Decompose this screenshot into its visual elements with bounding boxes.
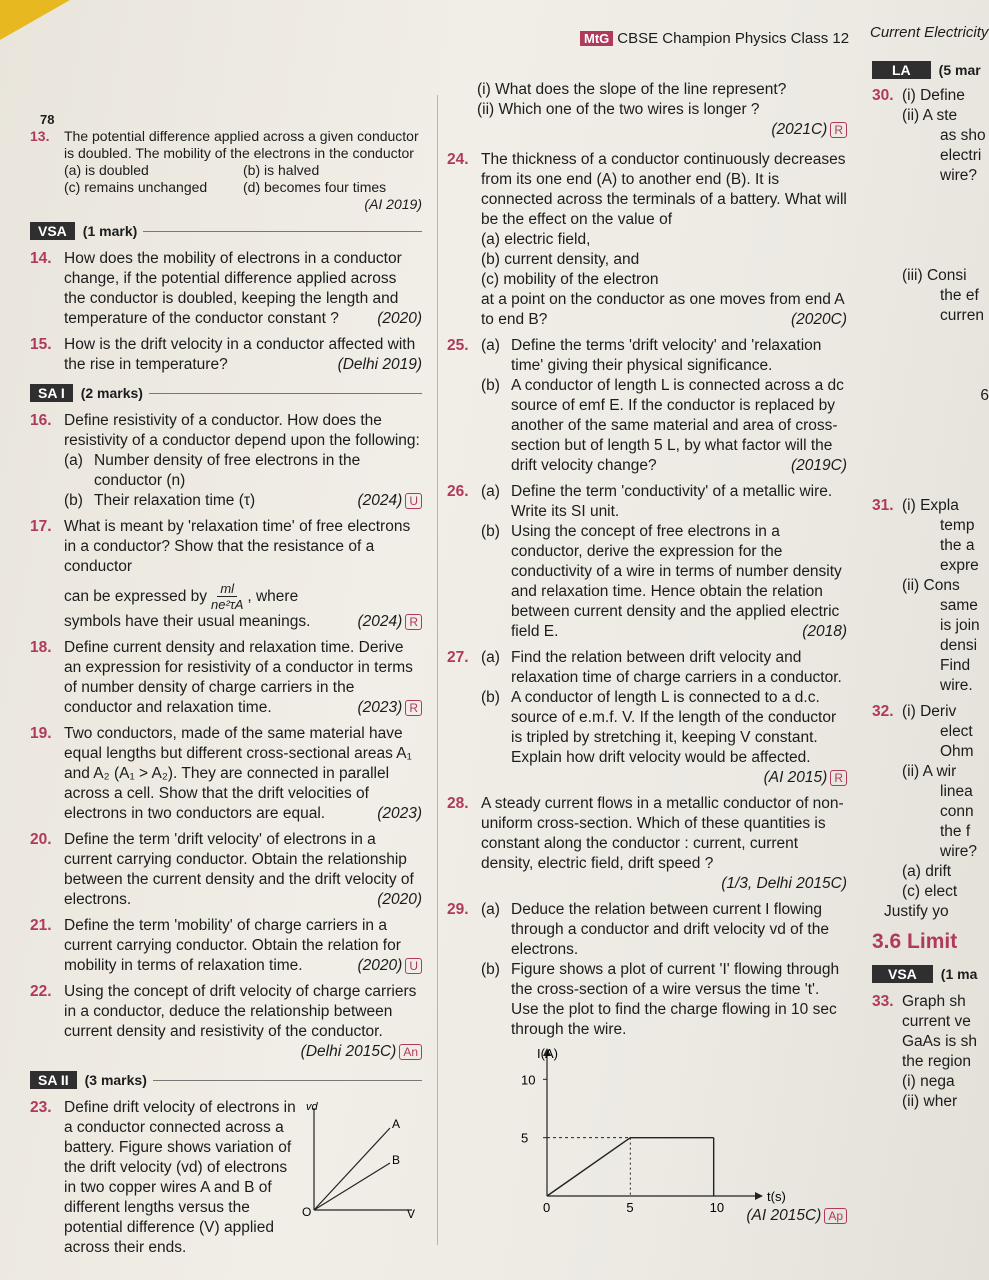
q32-line-2: elect bbox=[940, 723, 973, 740]
chart-y-tick: 10 bbox=[521, 1072, 536, 1088]
q31-line-2: temp bbox=[940, 517, 975, 534]
q21-year: (2020) bbox=[357, 957, 403, 974]
q28-text: A steady current flows in a metallic conductor of non-uniform cross-section. Which of these quantities is constant along the conductor : current, current density, electric field, drift speed ? bbox=[481, 795, 844, 872]
chapter-title: Current Electricity bbox=[870, 24, 989, 41]
q30-number: 30. bbox=[872, 87, 894, 104]
la-marks: (5 mar bbox=[938, 62, 981, 78]
q18-year: (2023) bbox=[357, 699, 403, 716]
chart-y-label: I(A) bbox=[537, 1046, 558, 1061]
q32-i: (i) bbox=[902, 703, 916, 720]
question-19 bbox=[30, 724, 422, 824]
mtg-logo: MtG bbox=[580, 31, 613, 46]
q33-number: 33. bbox=[872, 993, 894, 1010]
question-31 bbox=[872, 496, 989, 696]
q33-i: (i) bbox=[902, 1073, 916, 1090]
fig-label-b: B bbox=[392, 1153, 401, 1167]
q31-line-7: is join bbox=[940, 617, 980, 634]
fig-origin: O bbox=[302, 1205, 312, 1219]
q26-b-text: Using the concept of free electrons in a conductor, derive the expression for the conductivity of a wire in terms of number density and relaxation time. Hence obtain the relation between current density and the applied electric field E. bbox=[511, 523, 842, 640]
q31-line-9: Find bbox=[940, 657, 971, 674]
q23-text: Define drift velocity of electrons in a conductor connected across a battery. Figure shows variation of the drift velocity (vd) of electrons in two copper wires A and B of different lengths versus the potential difference (V) applied across their ends. bbox=[64, 1099, 296, 1256]
q20-text: Define the term 'drift velocity' of electrons in a current carrying conductor. Obtain the relationship between the current density and the drift velocity of electrons. bbox=[64, 831, 414, 908]
book-header bbox=[580, 30, 849, 47]
q16-b-text: Their relaxation time (τ) bbox=[94, 492, 256, 509]
q32-c-text: elect bbox=[924, 883, 958, 900]
q32-line-7: the f bbox=[940, 823, 971, 840]
question-21 bbox=[30, 916, 422, 976]
q30-marks-six: 6 bbox=[980, 387, 989, 404]
q16-number: 16. bbox=[30, 412, 52, 429]
q32-line-9: Justify yo bbox=[884, 903, 949, 920]
q31-line-5: Cons bbox=[923, 577, 960, 594]
q30-line-7: the ef bbox=[940, 287, 979, 304]
q27-b-text: A conductor of length L is connected to a d.c. source of e.m.f. V. If the length of the conductor is tripled by stretching it, keeping V constant. Explain how drift velocity would be affected. bbox=[511, 689, 837, 766]
q23-tag: R bbox=[830, 122, 847, 138]
q32-line-5: linea bbox=[940, 783, 973, 800]
q33-line-4: the region bbox=[902, 1053, 971, 1070]
sa1-label: SA I bbox=[30, 384, 73, 402]
question-15 bbox=[30, 335, 422, 375]
section-sa1 bbox=[30, 383, 422, 403]
q16-b-label: (b) bbox=[64, 492, 83, 509]
chart-x-tick: 5 bbox=[626, 1200, 634, 1215]
question-13 bbox=[30, 128, 422, 213]
q19-year: (2023) bbox=[377, 805, 422, 822]
q30-ii: (ii) bbox=[902, 107, 920, 124]
q25-a-label: (a) bbox=[481, 337, 500, 354]
q13-option-a: (a) is doubled bbox=[64, 162, 149, 178]
question-33 bbox=[872, 992, 989, 1112]
q29-a-text: Deduce the relation between current I flowing through a conductor and drift velocity vd of the electrons. bbox=[511, 901, 829, 958]
line-b bbox=[314, 1163, 390, 1210]
section-la bbox=[872, 60, 989, 80]
question-26 bbox=[447, 482, 847, 642]
q26-b-label: (b) bbox=[481, 523, 500, 540]
q32-line-6: conn bbox=[940, 803, 974, 820]
book-title: CBSE Champion Physics Class 12 bbox=[617, 30, 850, 47]
q24-tail: at a point on the conductor as one moves from end A to end B? bbox=[481, 291, 844, 328]
vsa-right-marks: (1 ma bbox=[940, 966, 978, 982]
yellow-corner-decoration bbox=[0, 0, 70, 40]
q32-ii: (ii) bbox=[902, 763, 920, 780]
q17-text-2: can be expressed by bbox=[64, 587, 208, 605]
fig-y-label: vd bbox=[306, 1101, 318, 1113]
q17-text-4: symbols have their usual meanings. bbox=[64, 613, 311, 630]
q32-line-1: Deriv bbox=[920, 703, 957, 720]
q31-ii: (ii) bbox=[902, 577, 920, 594]
q30-line-5: wire? bbox=[940, 167, 978, 184]
q32-line-8: wire? bbox=[940, 843, 978, 860]
drift-velocity-figure bbox=[302, 1098, 422, 1228]
question-24 bbox=[447, 150, 847, 330]
q16-a-label: (a) bbox=[64, 452, 83, 469]
formula-numerator: ml bbox=[217, 581, 237, 597]
sa2-label: SA II bbox=[30, 1071, 77, 1089]
q26-number: 26. bbox=[447, 483, 469, 500]
q27-year: (AI 2015) bbox=[763, 769, 828, 786]
question-17 bbox=[30, 517, 422, 632]
q28-number: 28. bbox=[447, 795, 469, 812]
q19-number: 19. bbox=[30, 725, 52, 742]
q30-ii-text: A ste bbox=[922, 107, 958, 124]
question-25 bbox=[447, 336, 847, 476]
page-number: 78 bbox=[40, 112, 55, 127]
q30-iii-text: Consi bbox=[926, 267, 967, 284]
q29-b-text: Figure shows a plot of current 'I' flowing through the cross-section of a wire versus the time 't'. Use the plot to find the charge flowing in 10 sec through the wire. bbox=[511, 961, 840, 1038]
q33-ii: (ii) bbox=[902, 1093, 920, 1110]
q33-line-1: Graph sh bbox=[902, 993, 966, 1010]
chart-x-label: t(s) bbox=[767, 1189, 786, 1204]
q32-c: (c) bbox=[902, 883, 921, 900]
question-14 bbox=[30, 249, 422, 329]
section-vsa bbox=[30, 221, 422, 241]
middle-column bbox=[447, 80, 847, 1226]
left-column bbox=[30, 128, 422, 1264]
q14-year: (2020) bbox=[377, 310, 422, 327]
current-time-chart-wrapper bbox=[447, 1046, 847, 1226]
question-28 bbox=[447, 794, 847, 894]
q23-year: (2021C) bbox=[771, 121, 828, 138]
q21-text: Define the term 'mobility' of charge carriers in a current carrying conductor. Obtain the relation for mobility in terms of relaxation time. bbox=[64, 917, 401, 974]
q30-line-3: as sho bbox=[940, 127, 986, 144]
q25-b-text: A conductor of length L is connected across a dc source of emf E. If the conductor is replaced by another of the same material and area of cross-section but of length 5 L, by what factor will the drift velocity change? bbox=[511, 377, 844, 474]
q23-part-i bbox=[447, 80, 847, 100]
q31-line-1: Expla bbox=[920, 497, 959, 514]
q30-iii: (iii) bbox=[902, 267, 923, 284]
q24-number: 24. bbox=[447, 151, 469, 168]
q31-i: (i) bbox=[902, 497, 916, 514]
q26-a-text: Define the term 'conductivity' of a metallic wire. Write its SI unit. bbox=[511, 483, 833, 520]
q21-tag: U bbox=[405, 958, 422, 974]
question-23 bbox=[30, 1098, 422, 1258]
q28-year: (1/3, Delhi 2015C) bbox=[721, 875, 847, 892]
section-sa2 bbox=[30, 1070, 422, 1090]
q20-year: (2020) bbox=[377, 891, 422, 908]
chart-x-arrow bbox=[755, 1192, 763, 1200]
q15-year: (Delhi 2019) bbox=[337, 356, 422, 373]
q26-a-label: (a) bbox=[481, 483, 500, 500]
q30-i-text: Define bbox=[920, 87, 965, 104]
chart-x-tick: 0 bbox=[543, 1200, 551, 1215]
q27-a-text: Find the relation between drift velocity and relaxation time of charge carriers in a conductor. bbox=[511, 649, 842, 686]
q29-number: 29. bbox=[447, 901, 469, 918]
q16-text: Define resistivity of a conductor. How does the resistivity of a conductor depend upon the following: bbox=[64, 412, 420, 449]
vsa-right-label: VSA bbox=[872, 965, 933, 983]
q17-number: 17. bbox=[30, 518, 52, 535]
q24-option-b: (b) current density, and bbox=[481, 251, 640, 268]
q32-line-3: Ohm bbox=[940, 743, 974, 760]
section-3-6-heading: 3.6 Limit bbox=[872, 930, 958, 953]
q32-number: 32. bbox=[872, 703, 894, 720]
q31-line-10: wire. bbox=[940, 677, 973, 694]
q27-b-label: (b) bbox=[481, 689, 500, 706]
q23-number: 23. bbox=[30, 1099, 52, 1116]
q26-year: (2018) bbox=[802, 623, 847, 640]
question-27 bbox=[447, 648, 847, 788]
chart-x-tick: 10 bbox=[709, 1200, 725, 1215]
q13-number: 13. bbox=[30, 128, 50, 144]
column-divider bbox=[437, 95, 438, 1245]
q13-text: The potential difference applied across a given conductor is doubled. The mobility of the electrons in the conductor bbox=[64, 128, 419, 161]
q13-option-c: (c) remains unchanged bbox=[64, 179, 208, 195]
q25-b-label: (b) bbox=[481, 377, 500, 394]
q33-i-text: nega bbox=[920, 1073, 955, 1090]
q21-number: 21. bbox=[30, 917, 52, 934]
q27-a-label: (a) bbox=[481, 649, 500, 666]
q27-number: 27. bbox=[447, 649, 469, 666]
la-label: LA bbox=[872, 61, 931, 79]
vsa-label: VSA bbox=[30, 222, 75, 240]
q33-line-2: current ve bbox=[902, 1013, 971, 1030]
q29-year: (AI 2015C) bbox=[746, 1207, 822, 1224]
question-32 bbox=[872, 702, 989, 922]
q19-text: Two conductors, made of the same material have equal lengths but different cross-sectional areas A₁ and A₂ (A₁ > A₂). They are connected in parallel across a cell. Show that the drift velocities of electrons in two conductors are equal. bbox=[64, 725, 412, 822]
q24-text: The thickness of a conductor continuously decreases from its one end (A) to another end (B). It is connected across the terminals of a battery. What will be the effect on the value of bbox=[481, 151, 847, 228]
q16-tag: U bbox=[405, 493, 422, 509]
q13-option-b: (b) is halved bbox=[243, 162, 320, 178]
q22-text: Using the concept of drift velocity of charge carriers in a conductor, deduce the relationship between current density and resistivity of the conductor. bbox=[64, 983, 417, 1040]
q31-number: 31. bbox=[872, 497, 894, 514]
q32-a-text: drift bbox=[925, 863, 952, 880]
question-30 bbox=[872, 86, 989, 406]
fig-label-a: A bbox=[392, 1117, 401, 1131]
q30-line-8: curren bbox=[940, 307, 984, 324]
q22-year: (Delhi 2015C) bbox=[300, 1043, 397, 1060]
section-vsa-right bbox=[872, 964, 989, 984]
q20-number: 20. bbox=[30, 831, 52, 848]
fig-x-label: V bbox=[407, 1207, 416, 1221]
q31-line-3: the a bbox=[940, 537, 975, 554]
q32-line-4: A wir bbox=[922, 763, 957, 780]
q14-text: How does the mobility of electrons in a conductor change, if the potential difference applied across the conductor is doubled, keeping the length and temperature of the conductor constant ? bbox=[64, 250, 402, 327]
q17-text-3: , where bbox=[247, 587, 299, 605]
q18-text: Define current density and relaxation time. Derive an expression for resistivity of a conductor in terms of number density of charge carriers in the conductor and relaxation time. bbox=[64, 639, 413, 716]
vsa-marks: (1 mark) bbox=[82, 223, 138, 239]
q16-a-text: Number density of free electrons in the conductor (n) bbox=[94, 452, 361, 489]
question-22 bbox=[30, 982, 422, 1062]
question-18 bbox=[30, 638, 422, 718]
chart-y-tick: 5 bbox=[521, 1130, 529, 1146]
question-29 bbox=[447, 900, 847, 1040]
q24-option-c: (c) mobility of the electron bbox=[481, 271, 659, 288]
q18-number: 18. bbox=[30, 639, 52, 656]
q17-tag: R bbox=[405, 614, 422, 630]
q29-tag: Ap bbox=[824, 1208, 847, 1224]
formula-denominator: ne²τA bbox=[211, 597, 244, 612]
q25-year: (2019C) bbox=[791, 457, 847, 474]
q31-line-6: same bbox=[940, 597, 978, 614]
q23-i-text: (i) What does the slope of the line represent? bbox=[477, 81, 787, 98]
q30-i: (i) bbox=[902, 87, 916, 104]
q22-tag: An bbox=[399, 1044, 422, 1060]
q25-number: 25. bbox=[447, 337, 469, 354]
sa1-marks: (2 marks) bbox=[80, 385, 143, 401]
q18-tag: R bbox=[405, 700, 422, 716]
q16-year: (2024) bbox=[357, 492, 403, 509]
q14-number: 14. bbox=[30, 250, 52, 267]
q30-line-4: electri bbox=[940, 147, 982, 164]
line-a bbox=[314, 1128, 390, 1210]
q23-ii-text: (ii) Which one of the two wires is longer ? bbox=[477, 101, 760, 118]
right-column bbox=[872, 60, 989, 1220]
q17-year: (2024) bbox=[357, 613, 403, 630]
q24-option-a: (a) electric field, bbox=[481, 231, 591, 248]
q31-line-8: densi bbox=[940, 637, 978, 654]
q24-year: (2020C) bbox=[791, 311, 847, 328]
q22-number: 22. bbox=[30, 983, 52, 1000]
q23-part-ii bbox=[447, 100, 847, 120]
q33-ii-text: wher bbox=[923, 1093, 958, 1110]
q32-a: (a) bbox=[902, 863, 921, 880]
sa2-marks: (3 marks) bbox=[84, 1072, 147, 1088]
question-20 bbox=[30, 830, 422, 910]
q31-line-4: expre bbox=[940, 557, 979, 574]
q15-number: 15. bbox=[30, 336, 52, 353]
q25-a-text: Define the terms 'drift velocity' and 'relaxation time' giving their physical significance. bbox=[511, 337, 822, 374]
q27-tag: R bbox=[830, 770, 847, 786]
q15-text: How is the drift velocity in a conductor affected with the rise in temperature? bbox=[64, 336, 416, 373]
q17-text: What is meant by 'relaxation time' of free electrons in a conductor? Show that the resistance of a conductor bbox=[64, 518, 411, 575]
q13-year: (AI 2019) bbox=[364, 196, 422, 212]
q29-a-label: (a) bbox=[481, 901, 500, 918]
question-16 bbox=[30, 411, 422, 511]
q29-b-label: (b) bbox=[481, 961, 500, 978]
q33-line-3: GaAs is sh bbox=[902, 1033, 977, 1050]
q13-option-d: (d) becomes four times bbox=[243, 179, 387, 195]
chart-series-line bbox=[547, 1138, 714, 1196]
